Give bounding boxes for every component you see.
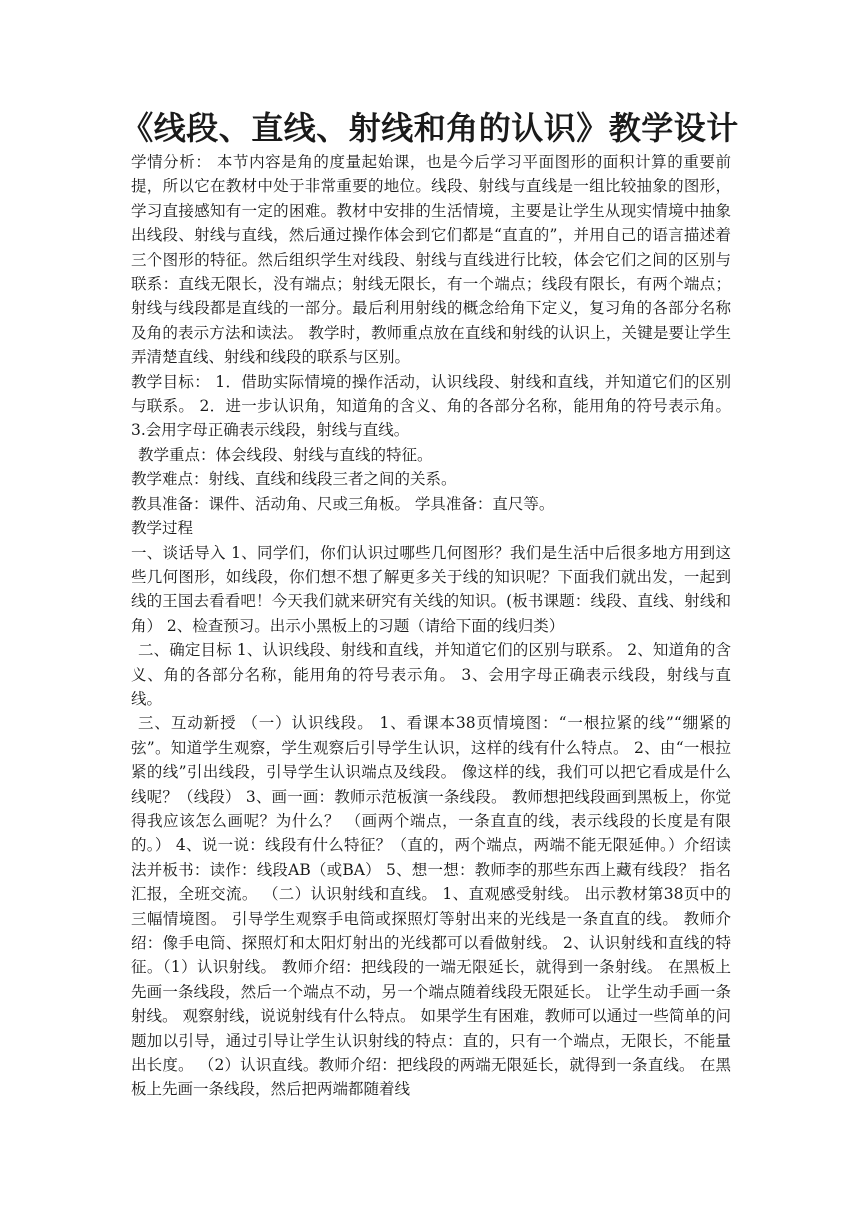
- paragraph-difficulty: 教学难点：射线、直线和线段三者之间的关系。: [131, 470, 457, 489]
- paragraph-key-point: 教学重点：体会线段、射线与直线的特征。: [138, 445, 433, 464]
- document-title: 《线段、直线、射线和角的认识》教学设计: [121, 109, 739, 147]
- paragraph-materials: 教具准备：课件、活动角、尺或三角板。 学具准备：直尺等。: [131, 494, 555, 513]
- paragraph-goals: 二、确定目标 1、认识线段、射线和直线，并知道它们的区别与联系。 2、知道角的含义、角的各部分名称，能用角的符号表示角。 3、会用字母正确表示线段，射线与直线。: [131, 641, 731, 708]
- paragraph-instruction: 三、互动新授 （一）认识线段。 1、看课本38页情境图：“一根拉紧的线”“绷紧的弦”。知道学生观察，学生观察后引导学生认识，这样的线有什么特点。 2、由“一根拉紧的线”引出线段，引导学生认识端点及线段。 像这样的线，我们可以把它看成是什么线呢？（线段） 3、画一画：教师示范板演一条线段。 教师想把线段画到黑板上，你觉得我应该怎么画呢？为什么？ （画两个端点，一条直直的线，表示线段的长度是有限的。） 4、说一说：线段有什么特征？（直的，两个端点，两端不能无限延伸。）介绍读法并板书：读作：线段AB（或BA） 5、想一想：教师李的那些东西上藏有线段？ 指名汇报，全班交流。 （二）认识射线和直线。 1、直观感受射线。 出示教材第38页中的三幅情境图。 引导学生观察手电筒或探照灯等射出来的光线是一条直直的线。 教师介绍：像手电筒、探照灯和太阳灯射出的光线都可以看做射线。 2、认识射线和直线的特征。（1）认识射线。 教师介绍：把线段的一端无限延长，就得到一条射线。 在黑板上先画一条线段，然后一个端点不动，另一个端点随着线段无限延长。 让学生动手画一条射线。 观察射线，说说射线有什么特点。 如果学生有困难，教师可以通过一些简单的问题加以引导，通过引导让学生认识射线的特点：直的，只有一个端点，无限长，不能量出长度。 （2）认识直线。教师介绍：把线段的两端无限延长，就得到一条直线。 在黑板上先画一条线段，然后把两端都随着线: [131, 714, 731, 1099]
- paragraph-introduction: 一、谈话导入 1、同学们，你们认识过哪些几何图形？我们是生活中后很多地方用到这些几何图形，如线段，你们想不想了解更多关于线的知识呢？下面我们就出发，一起到线的王国去看看吧！今天我们就来研究有关线的知识。(板书课题：线段、直线、射线和角） 2、检查预习。出示小黑板上的习题（请给下面的线归类）: [131, 543, 731, 635]
- paragraph-objectives: 教学目标： 1．借助实际情境的操作活动，认识线段、射线和直线，并知道它们的区别与联系。 2．进一步认识角，知道角的含义、角的各部分名称，能用角的符号表示角。 3.会用字母正确表示线段，射线与直线。: [131, 372, 731, 440]
- paragraph-process-heading: 教学过程: [131, 519, 194, 538]
- paragraph-analysis: 学情分析： 本节内容是角的度量起始课，也是今后学习平面图形的面积计算的重要前提，所以它在教材中处于非常重要的地位。线段、射线与直线是一组比较抽象的图形，学习直接感知有一定的困难。教材中安排的生活情境，主要是让学生从现实情境中抽象出线段、射线与直线，然后通过操作体会到它们都是“直直的”，并用自己的语言描述着三个图形的特征。然后组织学生对线段、射线与直线进行比较，体会它们之间的区别与联系：直线无限长，没有端点；射线无限长，有一个端点；线段有限长，有两个端点；射线与线段都是直线的一部分。最后利用射线的概念给角下定义，复习角的各部分名称及角的表示方法和读法。 教学时，教师重点放在直线和射线的认识上，关键是要让学生弄清楚直线、射线和线段的联系与区别。: [131, 153, 731, 367]
- document-body: [131, 150, 731, 1102]
